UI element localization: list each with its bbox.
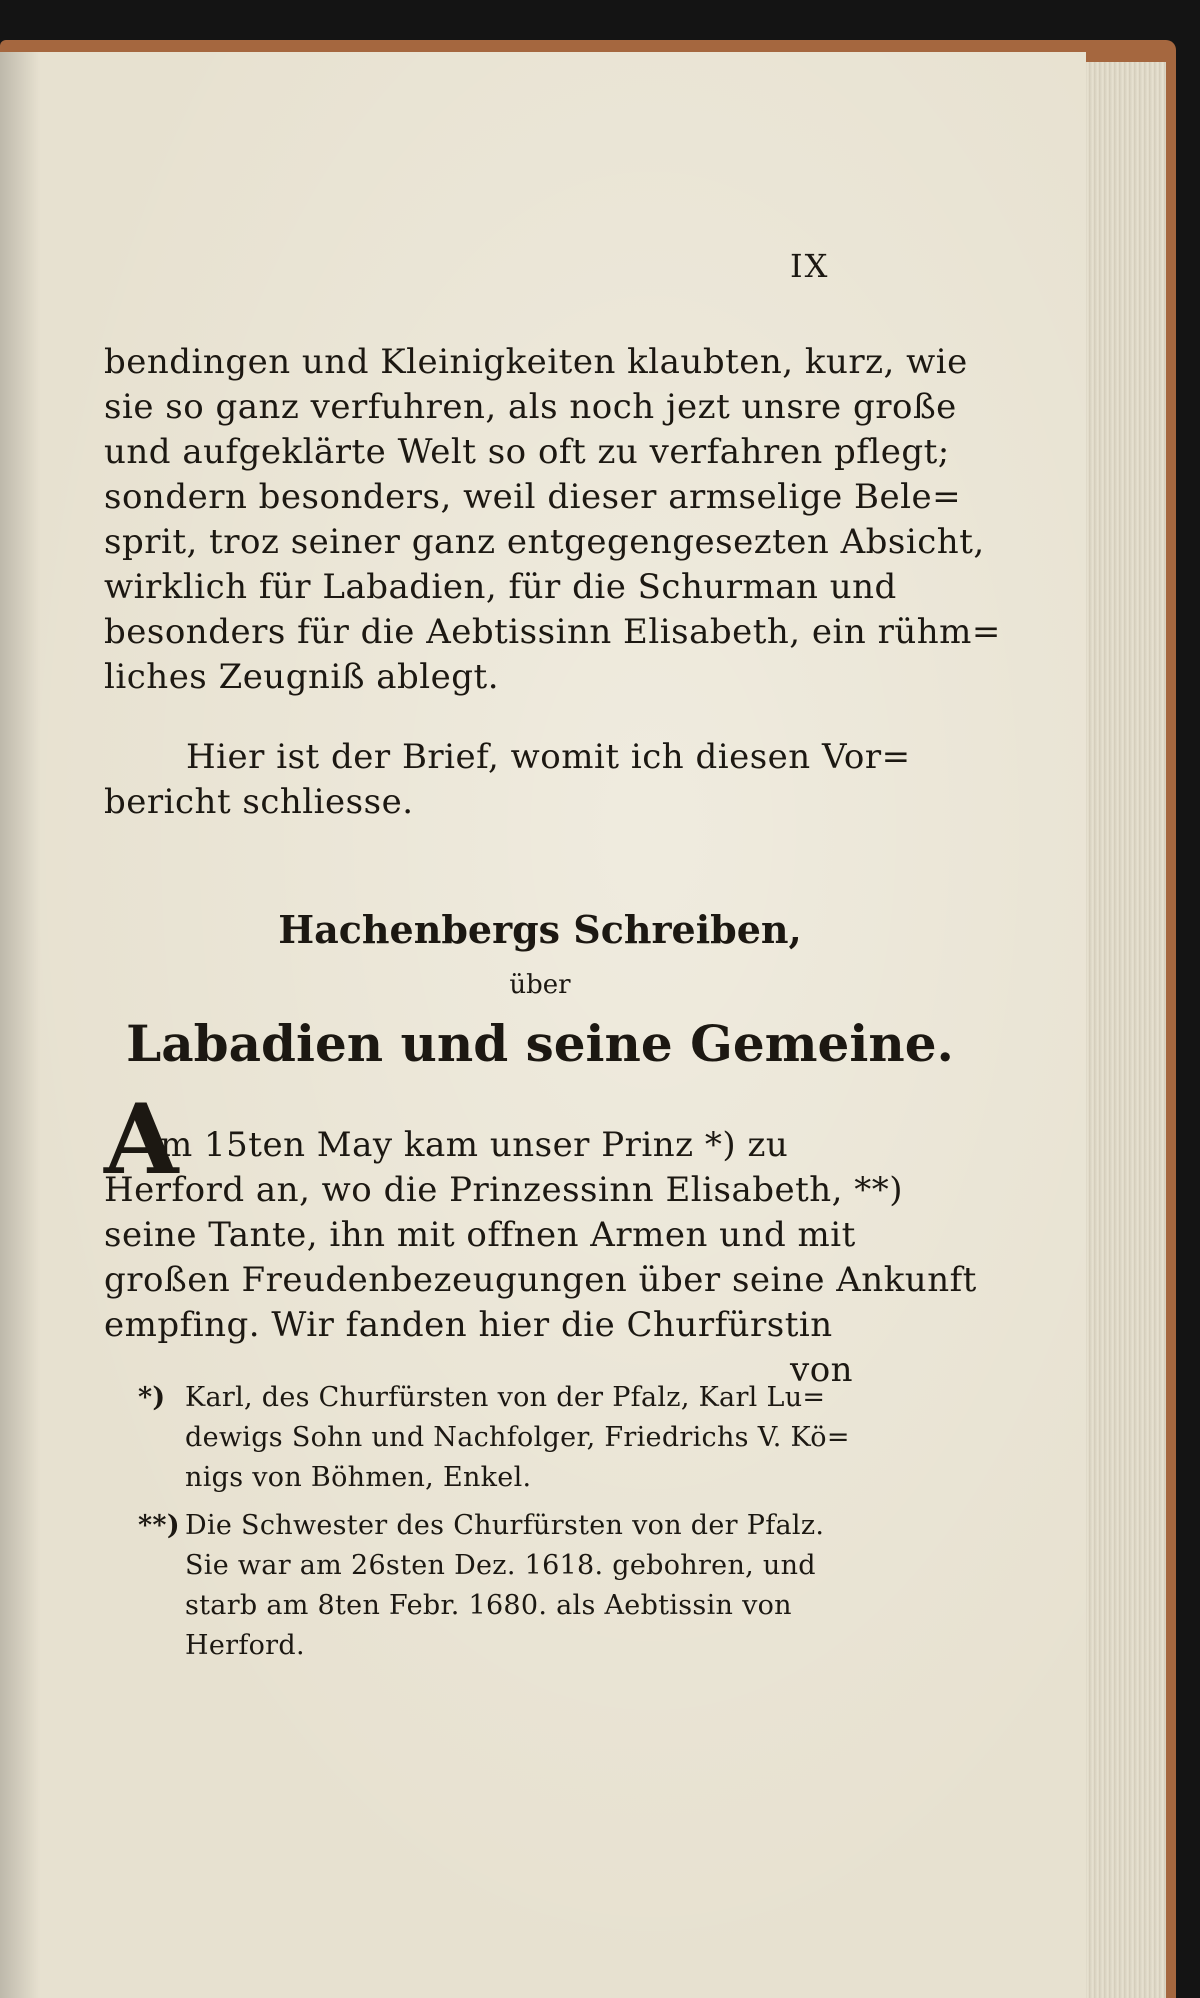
paragraph1-line: und aufgeklärte Welt so oft zu verfahren pflegt; xyxy=(104,432,950,472)
footnote-line: Sie war am 26sten Dez. 1618. gebohren, und xyxy=(185,1550,816,1581)
footnote-line: dewigs Sohn und Nachfolger, Friedrichs V. Kö= xyxy=(185,1422,850,1453)
heading-title: Hachenbergs Schreiben, xyxy=(278,907,802,952)
paragraph1-line: sondern besonders, weil dieser armselige Bele= xyxy=(104,477,962,517)
paragraph1-line: sprit, troz seiner ganz entgegengesezten Absicht, xyxy=(104,522,985,562)
footnote-line: nigs von Böhmen, Enkel. xyxy=(185,1462,532,1493)
footnote-marker: *) xyxy=(138,1382,166,1413)
page-number: IX xyxy=(790,247,830,285)
paragraph3-line: Herford an, wo die Prinzessinn Elisabeth, **) xyxy=(104,1170,904,1210)
footnote-line: Herford. xyxy=(185,1630,305,1661)
paragraph1-line: wirklich für Labadien, für die Schurman und xyxy=(104,567,897,607)
paragraph3-line: seine Tante, ihn mit offnen Armen und mit xyxy=(104,1215,856,1255)
footnote-line: Die Schwester des Churfürsten von der Pfalz. xyxy=(185,1510,825,1541)
footnote-line: starb am 8ten Febr. 1680. als Aebtissin von xyxy=(185,1590,792,1621)
paragraph3-line: empfing. Wir fanden hier die Churfürstin xyxy=(104,1305,833,1345)
catchword: von xyxy=(790,1350,854,1390)
paragraph2-line: bericht schliesse. xyxy=(104,782,414,822)
heading-sub: über xyxy=(509,970,571,1000)
paragraph1-line: besonders für die Aebtissinn Elisabeth, ein rühm= xyxy=(104,612,1001,652)
footnote-marker: **) xyxy=(138,1510,180,1541)
page-edges xyxy=(1080,62,1166,1998)
paragraph1-line: sie so ganz verfuhren, als noch jezt unsre große xyxy=(104,387,957,427)
book-page xyxy=(0,52,1086,1998)
footnote-line: Karl, des Churfürsten von der Pfalz, Karl Lu= xyxy=(185,1382,826,1413)
paragraph1-line: bendingen und Kleinigkeiten klaubten, kurz, wie xyxy=(104,342,968,382)
paragraph2-line: Hier ist der Brief, womit ich diesen Vor= xyxy=(186,737,911,777)
paragraph1-line: liches Zeugniß ablegt. xyxy=(104,657,500,697)
paragraph3-line: m 15ten May kam unser Prinz *) zu xyxy=(160,1125,789,1165)
heading-main: Labadien und seine Gemeine. xyxy=(126,1014,954,1073)
initial-letter: A xyxy=(104,1083,179,1196)
paragraph3-line: großen Freudenbezeugungen über seine Ankunft xyxy=(104,1260,977,1300)
